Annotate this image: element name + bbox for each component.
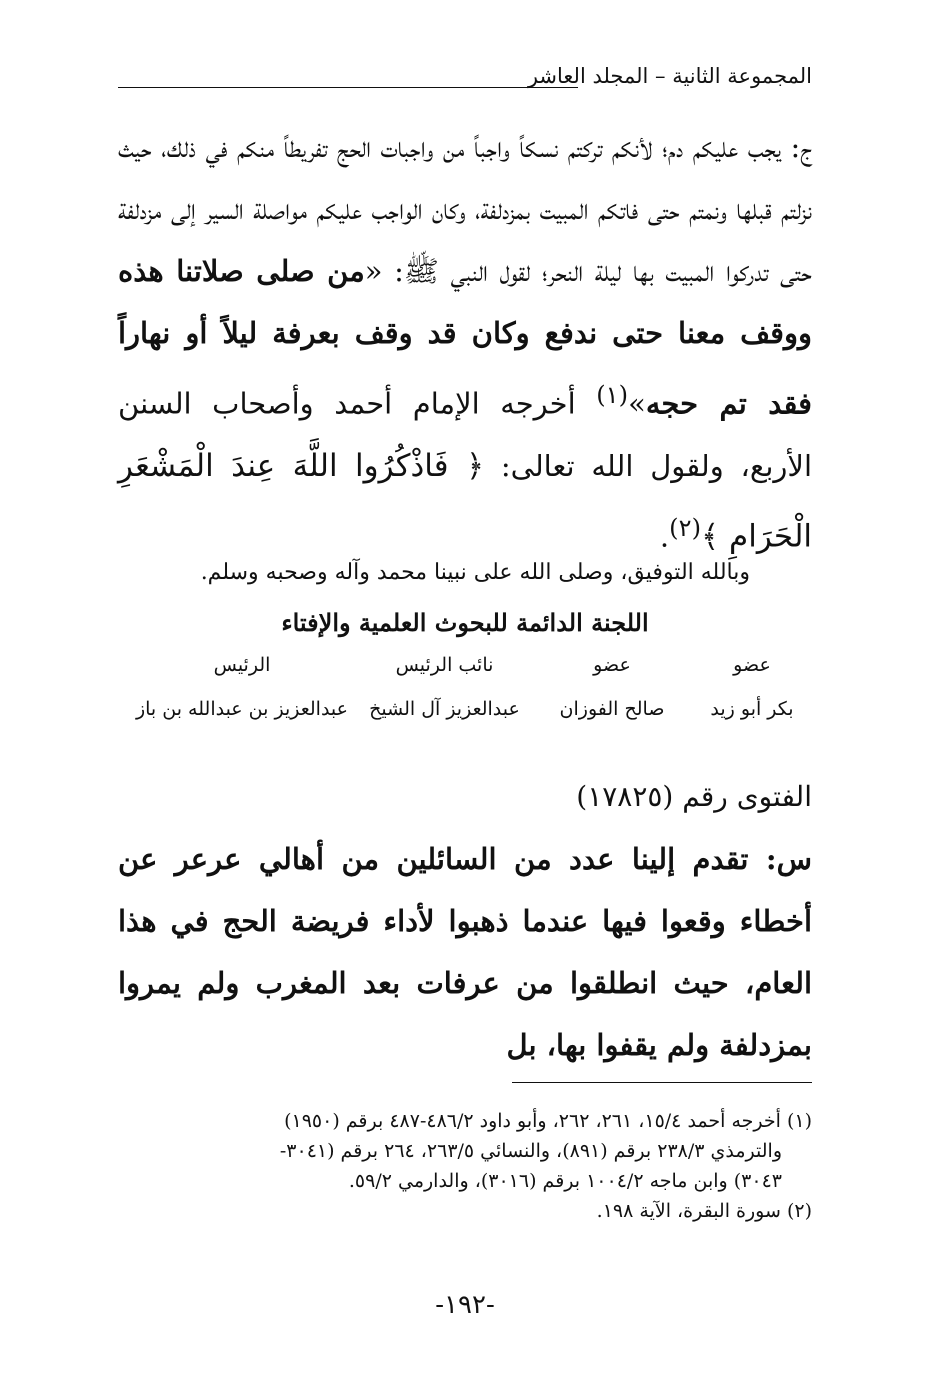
signatory-title: عضو bbox=[593, 654, 631, 676]
signatory-title: نائب الرئيس bbox=[395, 654, 494, 676]
footnote-ref-1: (١) bbox=[596, 381, 629, 409]
signatory-titles bbox=[118, 654, 812, 676]
answer-paragraph bbox=[118, 116, 812, 567]
signatory-name: بكر أبو زيد bbox=[710, 698, 794, 720]
header-rule bbox=[118, 87, 578, 88]
hadith-text: من صلى صلاتنا هذه ووقف معنا حتى ندفع وكان قد وقف بعرفة ليلاً أو نهاراً فقد تم حجه bbox=[118, 254, 812, 421]
signatory-names bbox=[118, 698, 812, 720]
committee-name: اللجنة الدائمة للبحوث العلمية والإفتاء bbox=[281, 608, 649, 637]
signatory-title: الرئيس bbox=[213, 654, 271, 676]
answer-after-hadith: أخرجه الإمام أحمد وأصحاب السنن الأربع، ولقول الله تعالى: bbox=[118, 386, 813, 483]
hadith-close-quote: » bbox=[628, 386, 646, 421]
answer-intro: ج: يجب عليكم دم؛ لأنكم تركتم نسكاً واجباً من واجبات الحج تفريطاً منكم في ذلك، حيث نزلتم قبلها ونمتم حتى فاتكم المبيت بمزدلفة، وكان الواجب عليكم مواصلة السير إلى مزدلفة حتى تدركوا المبيت بها ليلة النحر؛ لقول النبي ﷺ: « bbox=[118, 130, 813, 288]
footnote-2: (٢) سورة البقرة، الآية ١٩٨. bbox=[596, 1200, 812, 1222]
footnote-rule bbox=[512, 1082, 812, 1083]
page-number: -١٩٢- bbox=[435, 1290, 495, 1320]
answer-end: . bbox=[659, 519, 670, 554]
footnote-1-line-3: ٣٠٤٣) وابن ماجه ١٠٠٤/٢ برقم (٣٠١٦)، والدارمي ٥٩/٢. bbox=[348, 1170, 782, 1192]
closing-line: وبالله التوفيق، وصلى الله على نبينا محمد وآله وصحبه وسلم. bbox=[200, 560, 750, 585]
signatory-title: عضو bbox=[733, 654, 771, 676]
question-paragraph: س: تقدم إلينا عدد من السائلين من أهالي عرعر عن أخطاء وقعوا فيها عندما ذهبوا لأداء فريضة الحج في هذا العام، حيث انطلقوا من عرفات بعد المغرب ولم يمروا بمزدلفة ولم يقفوا بها، بل bbox=[118, 842, 812, 1062]
footnote-1-line-1: (١) أخرجه أحمد ١٥/٤، ٢٦١، ٢٦٢، وأبو داود ٤٨٦/٢-٤٨٧ برقم (١٩٥٠) bbox=[284, 1110, 812, 1132]
footnotes bbox=[118, 1106, 812, 1226]
footnote-1-line-2: والترمذي ٢٣٨/٣ برقم (٨٩١)، والنسائي ٢٦٣/٥، ٢٦٤ برقم (٣٠٤١- bbox=[279, 1140, 782, 1162]
signatory-name: عبدالعزيز آل الشيخ bbox=[369, 698, 520, 720]
footnote-ref-2: (٢) bbox=[669, 513, 701, 542]
fatwa-number: الفتوى رقم (١٧٨٢٥) bbox=[576, 780, 812, 813]
signatory-name: صالح الفوزان bbox=[559, 698, 665, 720]
signatory-name: عبدالعزيز بن عبدالله بن باز bbox=[135, 698, 349, 720]
running-header: المجموعة الثانية – المجلد العاشر bbox=[527, 64, 812, 88]
quran-verse: ﴿ فَاذْكُرُوا اللَّهَ عِندَ الْمَشْعَرِ الْحَرَامِ ﴾ bbox=[118, 447, 812, 555]
